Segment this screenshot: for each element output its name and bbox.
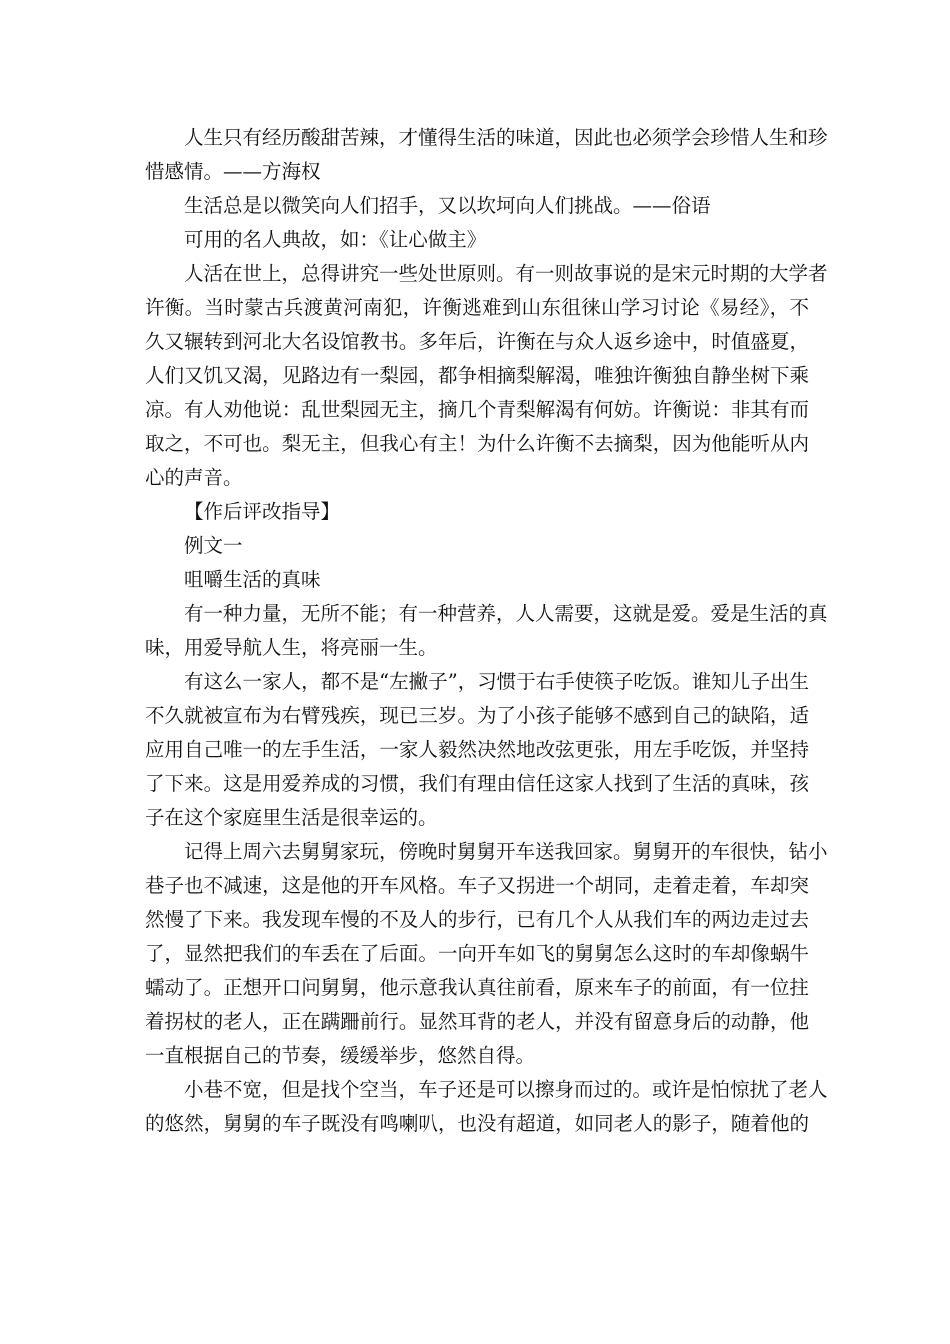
essay-paragraph [145, 665, 809, 835]
text-line: 例文一 [184, 534, 243, 557]
section-heading [145, 495, 809, 529]
essay-paragraph [145, 597, 828, 665]
text-line: 然慢了下来。我发现车慢的不及人的步行，已有几个人从我们车的两边走过去 [145, 908, 809, 931]
text-line: 咀嚼生活的真味 [184, 568, 321, 591]
story-intro [145, 223, 809, 257]
text-line: 子在这个家庭里生活是很幸运的。 [145, 806, 438, 829]
story-paragraph [145, 257, 828, 495]
text-line: 人生只有经历酸甜苦辣，才懂得生活的味道，因此也必须学会珍惜人生和珍 [184, 126, 828, 149]
document-page [145, 121, 828, 1141]
text-line: 蠕动了。正想开口问舅舅，他示意我认真往前看，原来车子的前面，有一位拄 [145, 976, 809, 999]
text-line: 小巷不宽，但是找个空当，车子还是可以擦身而过的。或许是怕惊扰了老人 [184, 1078, 828, 1101]
text-line: 应用自己唯一的左手生活，一家人毅然决然地改弦更张，用左手吃饭，并坚持 [145, 738, 809, 761]
text-line: 人活在世上，总得讲究一些处世原则。有一则故事说的是宋元时期的大学者 [184, 262, 828, 285]
example-label [145, 529, 809, 563]
text-line: 巷子也不减速，这是他的开车风格。车子又拐进一个胡同，走着走着，车却突 [145, 874, 809, 897]
text-line: 许衡。当时蒙古兵渡黄河南犯，许衡逃难到山东徂徕山学习讨论《易经》，不 [145, 296, 809, 319]
text-line: 味，用爱导航人生，将亮丽一生。 [145, 636, 438, 659]
text-line: 一直根据自己的节奏，缓缓举步，悠然自得。 [145, 1044, 536, 1067]
text-line: 可用的名人典故，如：《让心做主》 [184, 228, 487, 251]
text-line: 惜感情。——方海权 [145, 160, 321, 183]
text-line: 久又辗转到河北大名设馆教书。多年后，许衡在与众人返乡途中，时值盛夏， [145, 330, 809, 353]
essay-paragraph [145, 835, 828, 1073]
text-line: 着拐杖的老人，正在蹒跚前行。显然耳背的老人，并没有留意身后的动静，他 [145, 1010, 809, 1033]
text-line: 不久就被宣布为右臂残疾，现已三岁。为了小孩子能够不感到自己的缺陷，适 [145, 704, 809, 727]
text-line: 了，显然把我们的车丢在了后面。一向开车如飞的舅舅怎么这时的车却像蜗牛 [145, 942, 809, 965]
quote-paragraph [145, 121, 828, 189]
text-line: 了下来。这是用爱养成的习惯，我们有理由信任这家人找到了生活的真味，孩 [145, 772, 809, 795]
text-line: 取之，不可也。梨无主，但我心有主！为什么许衡不去摘梨，因为他能听从内 [145, 432, 809, 455]
text-line: 有一种力量，无所不能；有一种营养，人人需要，这就是爱。爱是生活的真 [184, 602, 828, 625]
essay-paragraph [145, 1073, 828, 1141]
text-line: 有这么一家人，都不是“左撇子”，习惯于右手使筷子吃饭。谁知儿子出生 [184, 670, 809, 693]
text-line: 心的声音。 [145, 466, 243, 489]
text-line: 的悠然，舅舅的车子既没有鸣喇叭，也没有超道，如同老人的影子，随着他的 [145, 1112, 809, 1135]
text-line: 凉。有人劝他说：乱世梨园无主，摘几个青梨解渴有何妨。许衡说：非其有而 [145, 398, 809, 421]
essay-title [145, 563, 809, 597]
text-line: 人们又饥又渴，见路边有一梨园，都争相摘梨解渴，唯独许衡独自静坐树下乘 [145, 364, 809, 387]
text-line: 记得上周六去舅舅家玩，傍晚时舅舅开车送我回家。舅舅开的车很快，钻小 [184, 840, 828, 863]
text-line: 【作后评改指导】 [184, 500, 341, 523]
text-line: 生活总是以微笑向人们招手，又以坎坷向人们挑战。——俗语 [184, 194, 711, 217]
quote-paragraph [145, 189, 809, 223]
